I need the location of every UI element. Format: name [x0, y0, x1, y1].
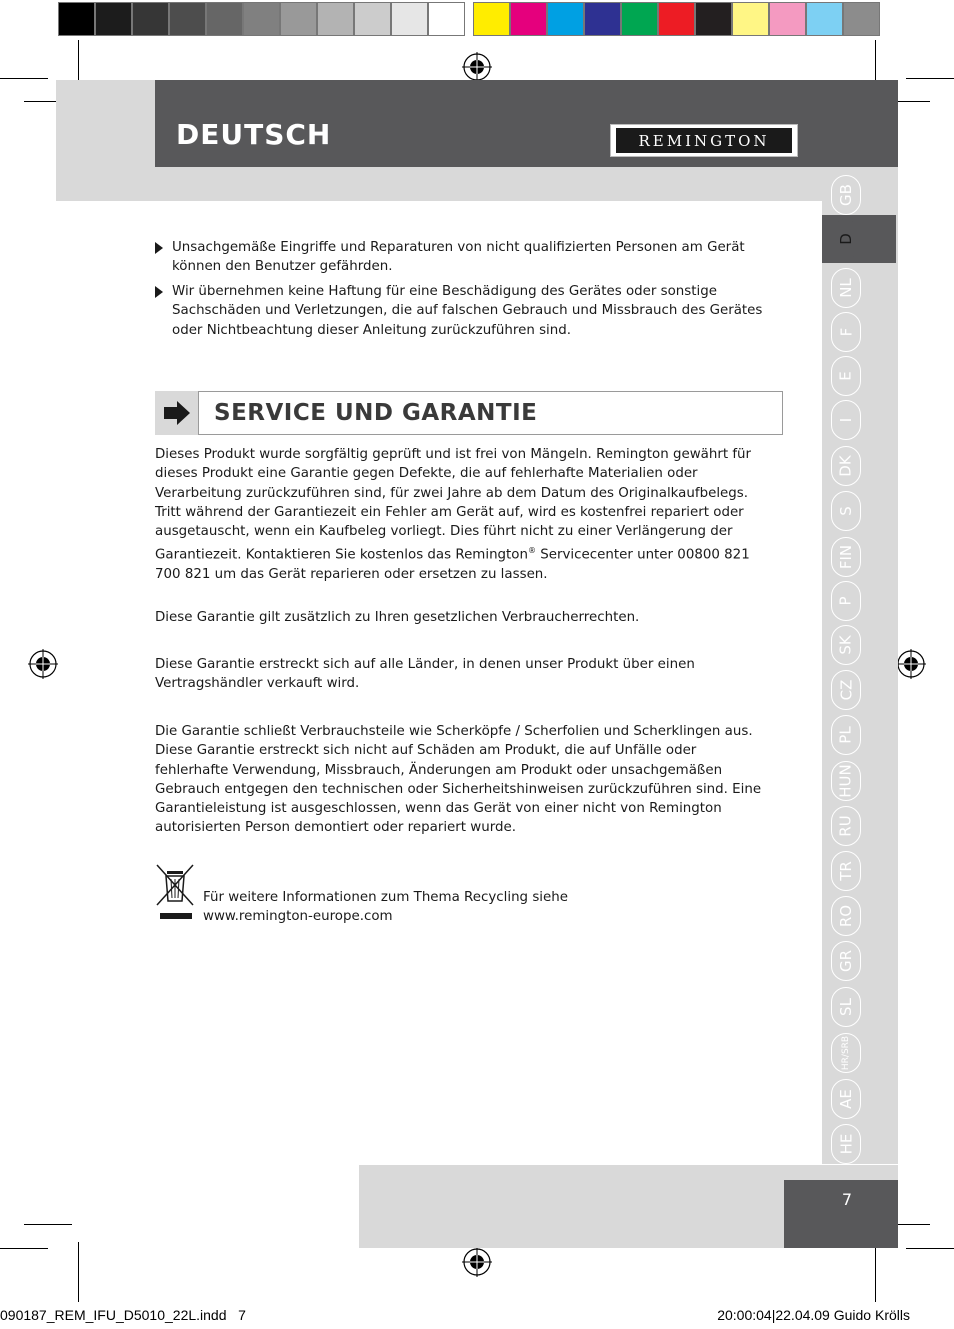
- language-tab-label: GB: [836, 184, 855, 206]
- color-calibration-bar: [58, 2, 896, 38]
- language-tab-gr[interactable]: [831, 941, 861, 981]
- paragraph-text: Dieses Produkt wurde sorgfältig geprüft und ist frei von Mängeln. Remington gewährt für dieses Produkt eine Garantie gegen Defekte, die auf fehlerhafte Materialien oder Verarbeitung zurückzuführen sind, für zwei Jahre ab dem Datum des Originalkaufbelegs. Tritt während der Garantiezeit ein Fehler am Gerät auf, wird es kostenfrei repariert oder ausgetauscht, wenn ein Kaufbeleg vorliegt. Dies führt nicht zu einer Verlängerung der Garantiezeit. Kontaktieren Sie kostenlos das Remington: [155, 447, 752, 563]
- language-tab-fin[interactable]: [831, 537, 861, 577]
- page-number: 7: [841, 1190, 853, 1209]
- registered-mark: ®: [528, 546, 536, 556]
- slug-timestamp: 20:00:04|22.04.09 Guido Krölls: [717, 1307, 910, 1323]
- language-tab-i[interactable]: [831, 400, 861, 440]
- color-swatch: [843, 2, 880, 36]
- crop-mark: [78, 1242, 79, 1302]
- language-tab-label: F: [836, 327, 855, 337]
- language-tab-label: DK: [836, 455, 855, 477]
- color-swatch: [132, 2, 169, 36]
- section-arrow-box: [155, 391, 199, 435]
- language-tab-label: HR/SRB: [841, 1035, 852, 1071]
- language-tab-label: TR: [837, 861, 855, 881]
- language-tab-label: RO: [836, 904, 855, 928]
- color-swatch: [280, 2, 317, 36]
- color-swatch: [510, 2, 547, 36]
- language-tab-label: AE: [837, 1089, 855, 1109]
- registration-mark-icon: [462, 1247, 492, 1277]
- language-tab-label: FIN: [837, 544, 855, 570]
- crop-mark: [875, 1242, 876, 1302]
- bullet-arrow-icon: [155, 286, 163, 298]
- arrow-right-icon: [155, 391, 199, 435]
- language-tab-p[interactable]: [831, 581, 861, 621]
- color-swatch: [169, 2, 206, 36]
- recycling-bin-icon: [155, 863, 197, 923]
- language-tab-cz[interactable]: [831, 670, 861, 710]
- language-tab-dk[interactable]: [831, 446, 861, 486]
- language-tab-label: SK: [836, 635, 855, 655]
- recycling-info: Für weitere Informationen zum Thema Recycling siehe: [203, 890, 568, 905]
- language-tab-ro[interactable]: [831, 896, 861, 936]
- language-tab-e[interactable]: [831, 356, 861, 396]
- color-swatch: [428, 2, 465, 36]
- language-tab-ru[interactable]: [831, 806, 861, 846]
- language-tab-label: GR: [836, 949, 855, 973]
- paragraph-text: Servicecenter unter 00800 821 700 821 um das Gerät reparieren oder ersetzen zu lassen.: [155, 547, 750, 583]
- language-tab-label: E: [836, 371, 855, 381]
- slug-filename: 090187_REM_IFU_D5010_22L.indd 7: [0, 1307, 246, 1323]
- language-tab-hr-srb[interactable]: [831, 1033, 861, 1073]
- color-swatch: [243, 2, 280, 36]
- crop-mark: [906, 1248, 954, 1249]
- language-tab-pl[interactable]: [831, 715, 861, 755]
- color-swatch: [391, 2, 428, 36]
- color-swatch: [206, 2, 243, 36]
- paragraph: Die Garantie schließt Verbrauchsteile wie Scherköpfe / Scherfolien und Scherklingen aus. Diese Garantie erstreckt sich nicht auf Schäden am Produkt, die auf Unfälle oder fehlerhafte Verwendung, Missbrauch, Änderungen am Produkt oder unsachgemäßen Gebrauch entgegen den technischen oder Sicherheitshinweisen zurückzuführen sind. Eine Garantieleistung ist ausgeschlossen, wenn das Gerät von einer nicht von Remington autorisierten Person demontiert oder repariert wurde.: [155, 724, 762, 836]
- language-tab-f[interactable]: [831, 312, 861, 352]
- language-tab-ae[interactable]: [831, 1079, 861, 1119]
- color-swatch: [465, 2, 473, 36]
- language-tab-label: D: [837, 233, 855, 245]
- color-swatch: [473, 2, 510, 36]
- language-tab-label: HUN: [837, 764, 856, 798]
- language-tab-label: HE: [836, 1133, 855, 1155]
- language-tab-nl[interactable]: [831, 268, 861, 308]
- color-swatch: [621, 2, 658, 36]
- registration-mark-icon: [28, 649, 58, 679]
- color-swatch: [354, 2, 391, 36]
- color-swatch: [317, 2, 354, 36]
- language-tab-label: NL: [836, 278, 855, 298]
- paragraph: [155, 445, 770, 585]
- page-title: DEUTSCH: [176, 118, 332, 151]
- bullet-arrow-icon: [155, 242, 163, 254]
- registration-mark-icon: [462, 52, 492, 82]
- language-tab-label: P: [836, 596, 855, 606]
- language-tab-gb[interactable]: [831, 175, 861, 215]
- brand-logo: [610, 124, 798, 157]
- color-swatch: [769, 2, 806, 36]
- color-swatch: [732, 2, 769, 36]
- paragraph: Diese Garantie gilt zusätzlich zu Ihren gesetzlichen Verbraucherrechten.: [155, 610, 640, 625]
- language-tab-sl[interactable]: [831, 987, 861, 1027]
- language-tab-label: I: [837, 417, 855, 423]
- section-title: SERVICE UND GARANTIE: [214, 400, 538, 426]
- language-tab-label: S: [837, 506, 855, 516]
- language-tab-label: SL: [836, 998, 855, 1016]
- language-tab-hun[interactable]: [831, 761, 861, 801]
- recycling-link: www.remington-europe.com: [203, 909, 393, 924]
- color-swatch: [806, 2, 843, 36]
- language-tab-label: CZ: [837, 679, 855, 701]
- language-tab-label: RU: [837, 815, 855, 837]
- color-swatch: [658, 2, 695, 36]
- language-tab-tr[interactable]: [831, 851, 861, 891]
- paragraph: Diese Garantie erstreckt sich auf alle Länder, in denen unser Produkt über einen Vertragshändler verkauft wird.: [155, 657, 695, 692]
- language-tab-label: PL: [837, 726, 855, 744]
- color-swatch: [695, 2, 732, 36]
- crop-mark: [24, 1224, 72, 1225]
- crop-mark: [0, 78, 48, 79]
- bullet-text: Unsachgemäße Eingriffe und Reparaturen von nicht qualifizierten Personen am Gerät können den Benutzer gefährden.: [172, 240, 745, 275]
- language-tab-sk[interactable]: [831, 625, 861, 665]
- color-swatch: [547, 2, 584, 36]
- crop-mark: [0, 1248, 48, 1249]
- language-tab-he[interactable]: [831, 1124, 861, 1164]
- brand-logo-text: REMINGTON: [616, 128, 792, 153]
- crop-mark: [906, 78, 954, 79]
- color-swatch: [95, 2, 132, 36]
- bullet-text: Wir übernehmen keine Haftung für eine Beschädigung des Gerätes oder sonstige Sachschäden und Verletzungen, die auf falschen Gebrauch und Missbrauch des Gerätes oder Nichtbeachtung dieser Anleitung zurückzuführen sind.: [172, 284, 763, 338]
- registration-mark-icon: [896, 649, 926, 679]
- language-tab-d[interactable]: [831, 219, 861, 259]
- color-swatch: [584, 2, 621, 36]
- language-tab-s[interactable]: [831, 491, 861, 531]
- color-swatch: [58, 2, 95, 36]
